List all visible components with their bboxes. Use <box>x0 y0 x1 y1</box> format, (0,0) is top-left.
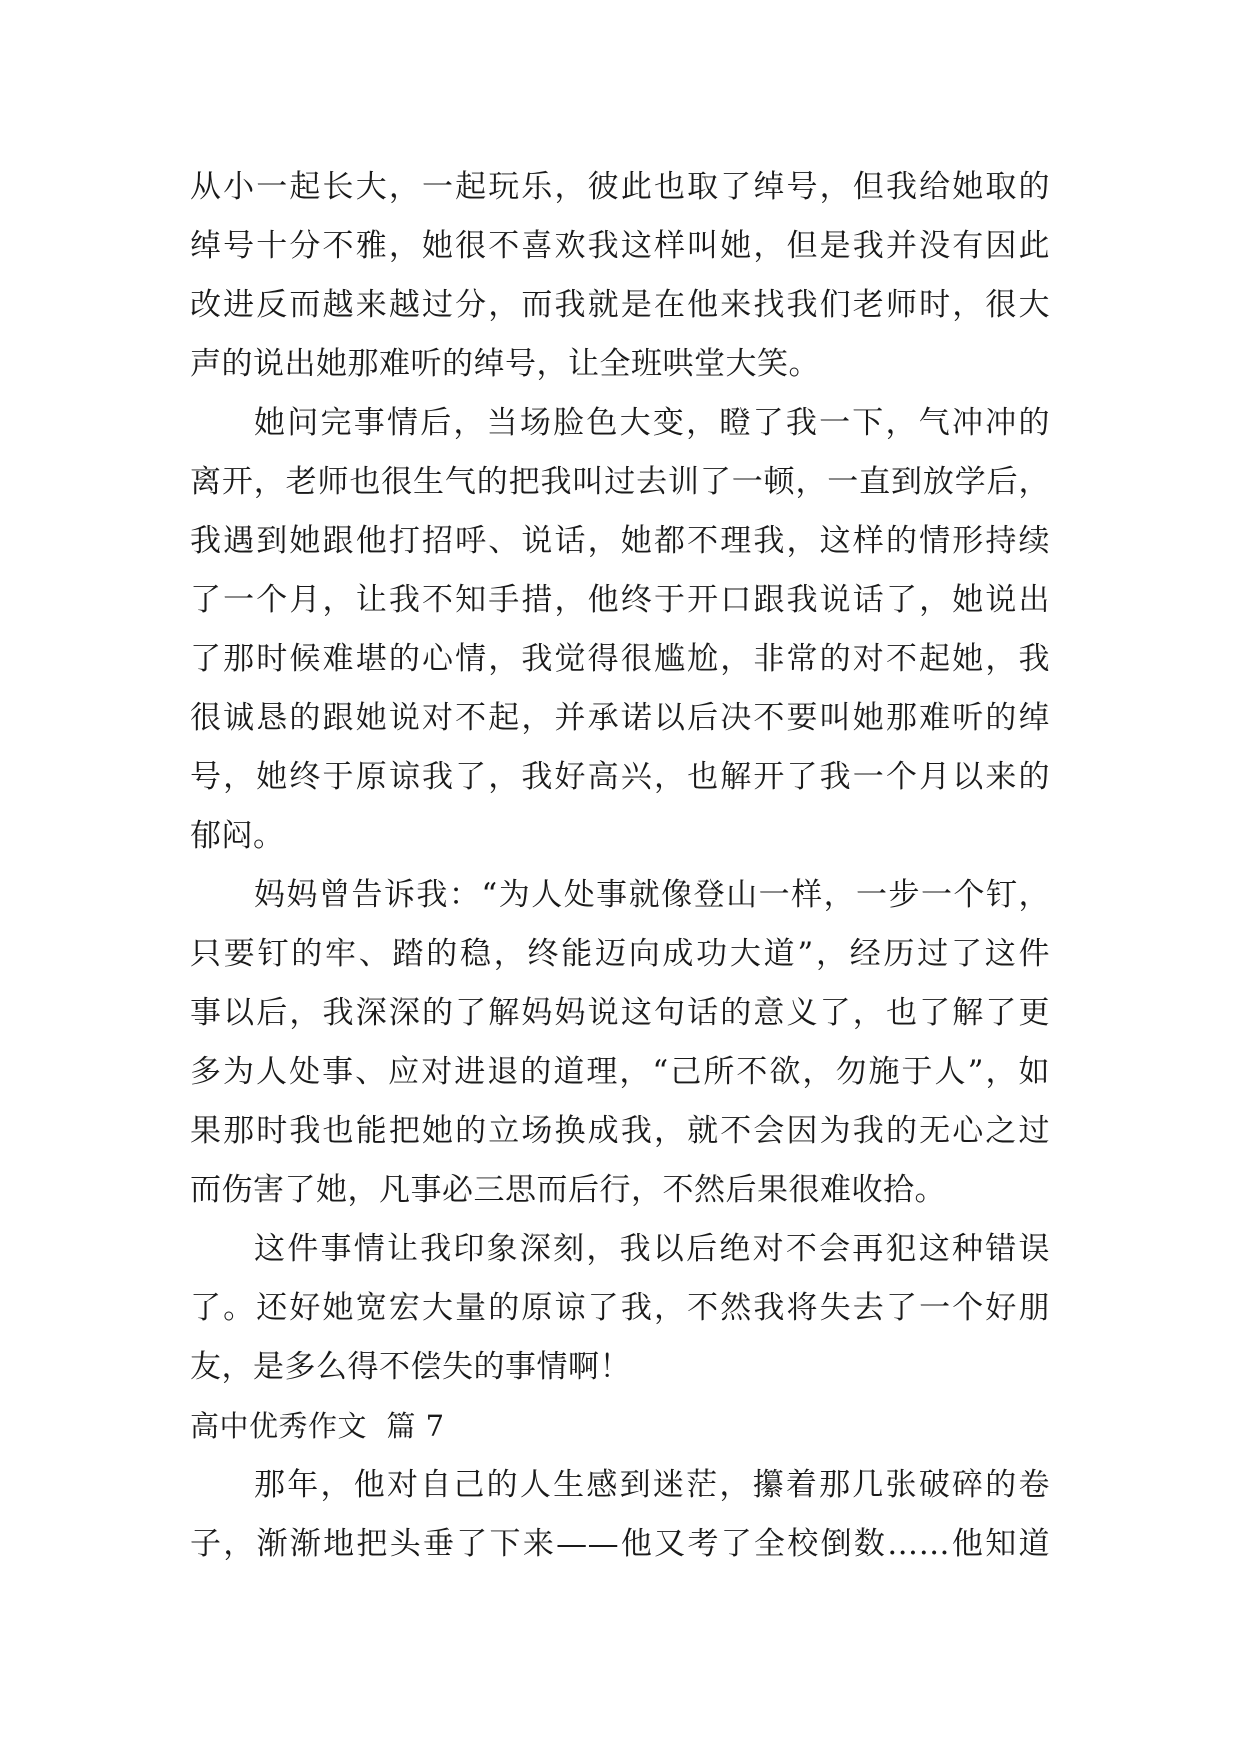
text-line: 声的说出她那难听的绰号，让全班哄堂大笑。 <box>190 346 820 382</box>
text-line: 很诚恳的跟她说对不起，并承诺以后决不要叫她那难听的绰 <box>190 700 1050 736</box>
paragraph <box>190 158 1050 394</box>
text-line: 友，是多么得不偿失的事情啊！ <box>190 1349 631 1385</box>
text-line: 了那时候难堪的心情，我觉得很尴尬，非常的对不起她，我 <box>190 641 1050 677</box>
paragraph <box>190 1220 1050 1397</box>
text-line: 那年，他对自己的人生感到迷茫，攥着那几张破碎的卷 <box>254 1467 1050 1503</box>
text-line: 多为人处事、应对进退的道理，“己所不欲，勿施于人”，如 <box>190 1054 1050 1090</box>
text-line: 只要钉的牢、踏的稳，终能迈向成功大道”，经历过了这件 <box>190 936 1050 972</box>
paragraph <box>190 866 1050 1220</box>
text-line: 果那时我也能把她的立场换成我，就不会因为我的无心之过 <box>190 1113 1050 1149</box>
text-line: 事以后，我深深的了解妈妈说这句话的意义了，也了解了更 <box>190 995 1050 1031</box>
text-line: 号，她终于原谅我了，我好高兴，也解开了我一个月以来的 <box>190 759 1050 795</box>
text-line: 妈妈曾告诉我：“为人处事就像登山一样，一步一个钉， <box>254 877 1050 913</box>
text-line: 从小一起长大，一起玩乐，彼此也取了绰号，但我给她取的 <box>190 169 1050 205</box>
text-line: 了。还好她宽宏大量的原谅了我，不然我将失去了一个好朋 <box>190 1290 1050 1326</box>
document-page <box>190 158 1050 1574</box>
text-line: 我遇到她跟他打招呼、说话，她都不理我，这样的情形持续 <box>190 523 1050 559</box>
text-line: 这件事情让我印象深刻，我以后绝对不会再犯这种错误 <box>254 1231 1050 1267</box>
text-line: 郁闷。 <box>190 818 285 854</box>
text-line: 改进反而越来越过分，而我就是在他来找我们老师时，很大 <box>190 287 1050 323</box>
text-line: 了一个月，让我不知手措，他终于开口跟我说话了，她说出 <box>190 582 1050 618</box>
text-line: 子，渐渐地把头垂了下来——他又考了全校倒数……他知道 <box>190 1526 1050 1562</box>
text-line: 她问完事情后，当场脸色大变，瞪了我一下，气冲冲的 <box>254 405 1050 441</box>
text-line: 绰号十分不雅，她很不喜欢我这样叫她，但是我并没有因此 <box>190 228 1050 264</box>
section-heading: 高中优秀作文 篇 7 <box>190 1409 445 1443</box>
paragraph <box>190 1456 1050 1574</box>
paragraph <box>190 394 1050 866</box>
text-line: 而伤害了她，凡事必三思而后行，不然后果很难收拾。 <box>190 1172 946 1208</box>
text-line: 离开，老师也很生气的把我叫过去训了一顿，一直到放学后， <box>190 464 1050 500</box>
